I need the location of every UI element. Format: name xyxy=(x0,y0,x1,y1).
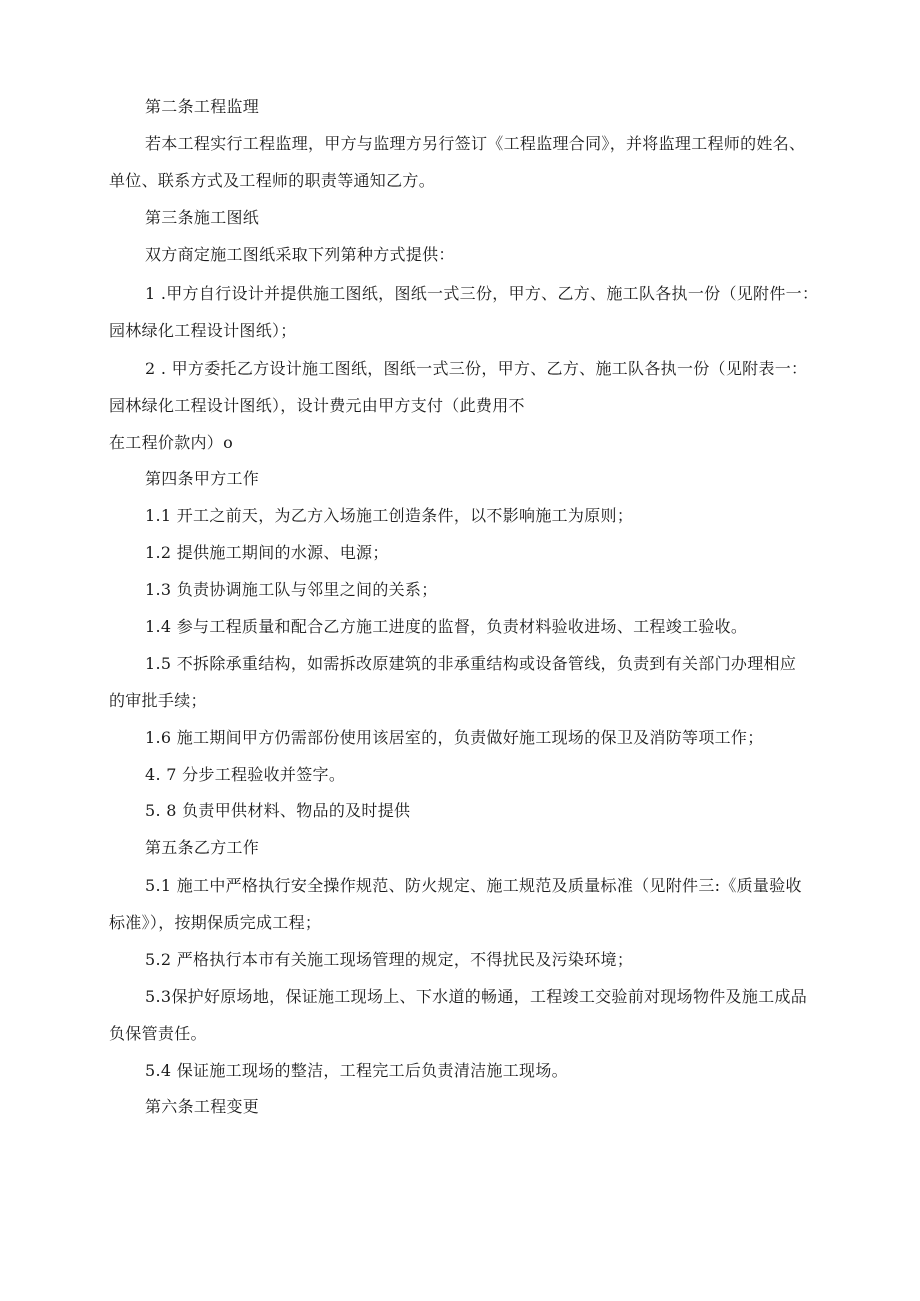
heading-article-3: 第三条施工图纸 xyxy=(145,208,260,227)
list-item-line: 5. 8 负责甲供材料、物品的及时提供 xyxy=(145,801,411,820)
list-item-line: 1 .甲方自行设计并提供施工图纸，图纸一式三份，甲方、乙方、施工队各执一份（见附件一： xyxy=(145,284,819,303)
list-item-line: 1.5 不拆除承重结构，如需拆改原建筑的非承重结构或设备管线，负责到有关部门办理相应 xyxy=(145,654,797,673)
list-item-line: 园林绿化工程设计图纸）； xyxy=(109,321,297,340)
list-item-line: 5.2 严格执行本市有关施工现场管理的规定，不得扰民及污染环境； xyxy=(145,950,634,969)
paragraph-line: 若本工程实行工程监理，甲方与监理方另行签订《工程监理合同》，并将监理工程师的姓名、 xyxy=(145,134,806,153)
paragraph-line: 双方商定施工图纸采取下列第种方式提供： xyxy=(145,245,455,264)
list-item-line: 标准》），按期保质完成工程； xyxy=(109,913,322,932)
list-item-line: 的审批手续； xyxy=(109,691,207,710)
list-item-line: 1.1 开工之前天，为乙方入场施工创造条件，以不影响施工为原则； xyxy=(145,506,634,525)
list-item-line: 在工程价款内）o xyxy=(109,433,234,452)
list-item-line: 1.2 提供施工期间的水源、电源； xyxy=(145,543,389,562)
list-item-line: 园林绿化工程设计图纸），设计费元由甲方支付（此费用不 xyxy=(109,396,525,415)
paragraph-line: 单位、联系方式及工程师的职责等通知乙方。 xyxy=(109,171,436,190)
heading-article-2: 第二条工程监理 xyxy=(145,97,260,116)
heading-article-5: 第五条乙方工作 xyxy=(145,838,260,857)
heading-article-4: 第四条甲方工作 xyxy=(145,469,260,488)
list-item-line: 1.6 施工期间甲方仍需部份使用该居室的，负责做好施工现场的保卫及消防等项工作； xyxy=(145,728,764,747)
list-item-line: 5.1 施工中严格执行安全操作规范、防火规定、施工规范及质量标准（见附件三:《质量验收 xyxy=(145,876,802,895)
list-item-line: 2 . 甲方委托乙方设计施工图纸，图纸一式三份，甲方、乙方、施工队各执一份（见附表一： xyxy=(145,359,808,378)
list-item-line: 1.4 参与工程质量和配合乙方施工进度的监督，负责材料验收进场、工程竣工验收。 xyxy=(145,617,748,636)
heading-article-6: 第六条工程变更 xyxy=(145,1097,260,1116)
list-item-line: 4. 7 分步工程验收并签字。 xyxy=(145,765,346,784)
list-item-line: 5.4 保证施工现场的整洁，工程完工后负责清洁施工现场。 xyxy=(145,1061,568,1080)
list-item-line: 1.3 负责协调施工队与邻里之间的关系； xyxy=(145,580,438,599)
list-item-line: 5.3保护好原场地，保证施工现场上、下水道的畅通，工程竣工交验前对现场物件及施工成品 xyxy=(145,987,808,1006)
list-item-line: 负保管责任。 xyxy=(109,1024,207,1043)
